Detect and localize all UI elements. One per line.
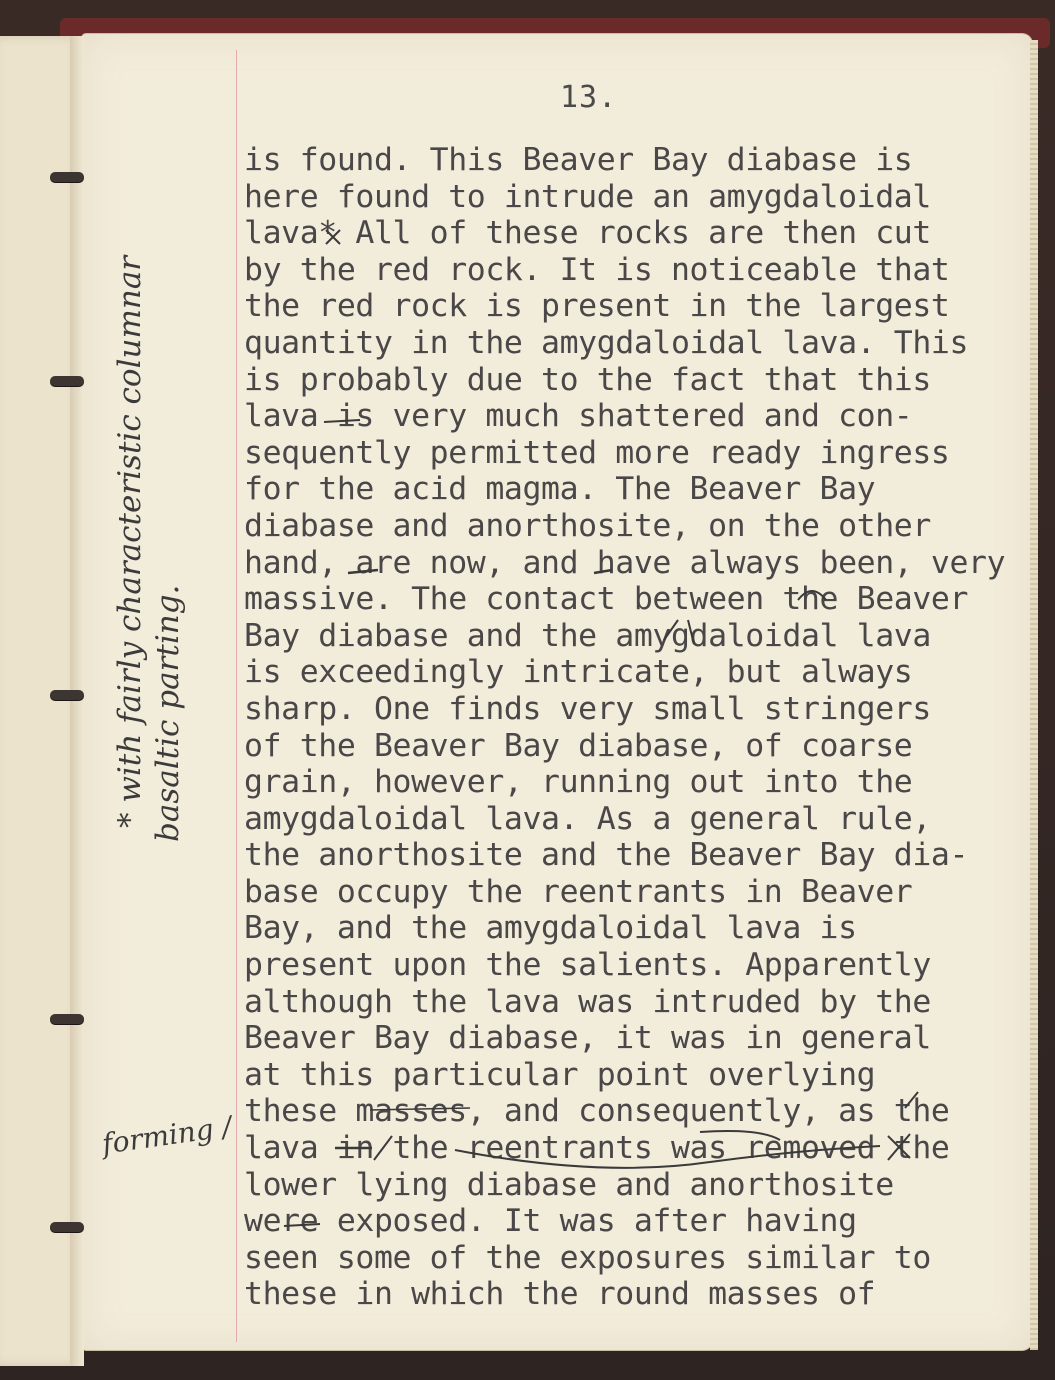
text-line: Bay, and the amygdaloidal lava is [244,910,857,947]
text-line: is probably due to the fact that this [244,361,931,398]
caret-mark [798,591,826,600]
handwritten-margin-note: basaltic parting. [150,584,186,842]
text-line: the anorthosite and the Beaver Bay dia- [244,837,969,874]
text-line: lava in the reentrants was removed the [244,1130,950,1167]
text-line: present upon the salients. Apparently [244,947,931,984]
text-line: quantity in the amygdaloidal lava. This [244,324,969,361]
text-line: by the red rock. It is noticeable that [244,251,950,288]
asterisk-mark [326,230,340,244]
text-line: is found. This Beaver Bay diabase is [244,142,913,178]
underline-mark [455,1146,880,1168]
correction-mark [664,620,694,644]
text-line: lower lying diabase and anorthosite [244,1166,894,1203]
text-line: the red rock is present in the largest [244,288,950,325]
text-line: base occupy the reentrants in Beaver [244,873,913,910]
text-line: hand, are now, and have always been, very [244,544,1006,581]
text-line: Bay diabase and the amygdaloidal lava [244,617,931,654]
text-line: for the acid magma. The Beaver Bay [244,471,876,508]
correction-mark [348,570,378,573]
text-line: although the lava was intruded by the [244,983,931,1020]
text-line: were exposed. It was after having [244,1203,857,1240]
text-line: seen some of the exposures similar to [244,1239,931,1276]
correction-mark [324,420,360,422]
text-line: grain, however, running out into the [244,764,913,801]
text-line: diabase and anorthosite, on the other [244,507,931,544]
text-line: is exceedingly intricate, but always [244,654,913,691]
page-number: 13. [560,80,618,115]
text-line: these masses, and consequently, as the [244,1093,950,1130]
underline-mark [370,1108,470,1110]
text-line: lava is very much shattered and con- [244,398,913,435]
text-line: at this particular point overlying [244,1056,876,1093]
cross-mark [888,1134,910,1160]
correction-mark [594,570,612,573]
text-line: sharp. One finds very small stringers [244,690,931,727]
text-line: sequently permitted more ready ingress [244,434,950,471]
text-line: lava* All of these rocks are then cut [244,215,931,252]
text-line: Beaver Bay diabase, it was in general [244,1020,931,1057]
handwritten-margin-note: * with fairly characteristic columnar [112,255,148,828]
text-line: of the Beaver Bay diabase, of coarse [244,727,913,764]
handwritten-forming-note: forming / [100,1109,234,1161]
correction-mark [284,1224,320,1226]
caret-mark [374,1136,392,1160]
text-line: massive. The contact between the Beaver [244,581,969,618]
arc-mark [700,1131,780,1140]
text-line: amygdaloidal lava. As a general rule, [244,800,931,837]
insert-mark [905,1092,918,1108]
text-line: here found to intrude an amygdaloidal [244,178,931,215]
text-line: these in which the round masses of [244,1276,876,1313]
